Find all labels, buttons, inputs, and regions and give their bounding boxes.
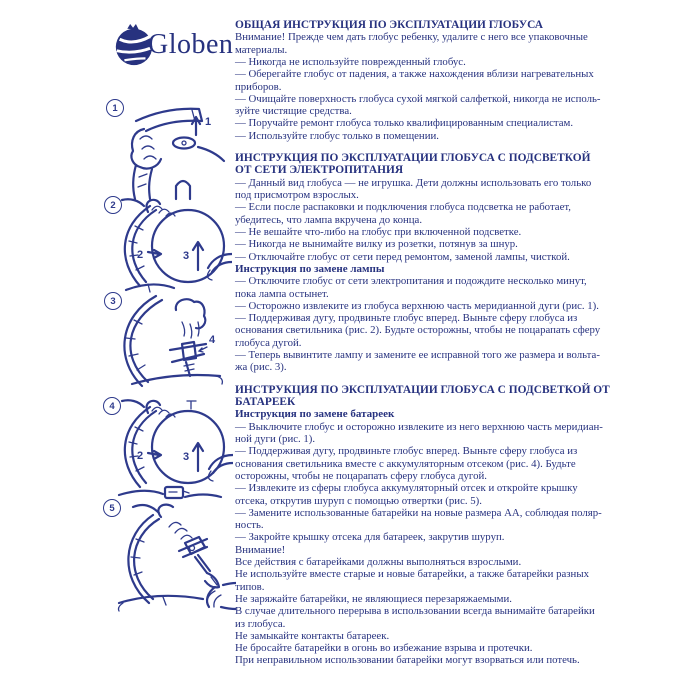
slide-globe-from-stand-illustration — [104, 196, 232, 298]
slide-globe-with-battery-pack-illustration — [103, 397, 233, 504]
text-line: ной дуги (рис. 1). — [235, 433, 316, 446]
text-line: Все действия с батарейками должны выполняться взрослыми. — [235, 556, 522, 569]
section-heading-line: ОТ СЕТИ ЭЛЕКТРОПИТАНИЯ — [235, 164, 404, 177]
text-line: — Замените использованные батарейки на новые размера АА, соблюдая поляр- — [235, 506, 602, 519]
svg-text:3: 3 — [183, 250, 190, 262]
text-line: глобуса дугой. — [235, 336, 302, 349]
section-heading-line: ИНСТРУКЦИЯ ПО ЭКСПЛУАТАЦИИ ГЛОБУСА С ПОДСВЕТКОЙ — [235, 152, 591, 165]
section-heading-line: БАТАРЕЕК — [235, 396, 296, 409]
text-line: — Не вешайте что-либо на глобус при включенной подсветке. — [235, 226, 522, 239]
svg-text:2: 2 — [137, 249, 144, 261]
figure-step-4 — [103, 397, 233, 504]
step-number-badge: 2 — [104, 196, 122, 214]
text-line: убедитесь, что лампа вкручена до конца. — [235, 213, 423, 226]
text-line: пока лампа остынет. — [235, 287, 329, 300]
text-line: Не используйте вместе старые и новые батарейки, а также батарейки разных — [235, 568, 589, 581]
text-line: типов. — [235, 580, 265, 593]
text-line: — Теперь вывинтите лампу и замените ее исправной того же размера и вольта- — [235, 349, 600, 362]
section-general-instructions — [235, 19, 631, 142]
text-line: — Осторожно извлеките из глобуса верхнюю часть меридианной дуги (рис. 1). — [235, 299, 599, 312]
step-number-badge: 3 — [104, 292, 122, 310]
lift-meridian-arc-top-illustration — [106, 99, 226, 201]
open-battery-compartment-illustration — [103, 499, 236, 618]
figure-step-1 — [106, 99, 226, 201]
text-line: осторожны, чтобы не поцарапать сферу глобуса дугой. — [235, 469, 487, 482]
figure-step-5 — [103, 499, 236, 618]
text-line: приборов. — [235, 80, 282, 93]
figure-step-2 — [104, 196, 232, 298]
text-line: — Используйте глобус только в помещении. — [235, 129, 439, 142]
text-line: — Очищайте поверхность глобуса сухой мягкой салфеткой, никогда не исполь- — [235, 92, 601, 105]
text-line: При неправильном использовании батарейки могут взорваться или потечь. — [235, 654, 580, 667]
text-line: материалы. — [235, 43, 288, 56]
section-heading-line: ИНСТРУКЦИЯ ПО ЭКСПЛУАТАЦИИ ГЛОБУСА С ПОДСВЕТКОЙ ОТ — [235, 383, 610, 396]
subheading-line: Инструкция по замене батареек — [235, 408, 395, 421]
unscrew-lamp-illustration — [104, 292, 232, 393]
text-line: — Выключите глобус и осторожно извлеките из него верхнюю часть меридиан- — [235, 420, 603, 433]
text-line: жа (рис. 3). — [235, 361, 287, 374]
text-line: Не заряжайте батарейки, не являющиеся перезаряжаемыми. — [235, 592, 512, 605]
text-line: — Данный вид глобуса — не игрушка. Дети должны использовать его только — [235, 176, 592, 189]
text-line: — Оберегайте глобус от падения, а также нахождения вблизи нагревательных — [235, 68, 594, 81]
text-line: Не бросайте батарейки в огонь во избежание взрыва и протечки. — [235, 642, 533, 655]
text-line: — Извлеките из сферы глобуса аккумуляторный отсек и откройте крышку — [235, 482, 578, 495]
brand-logo — [112, 22, 233, 68]
text-line: под присмотром взрослых. — [235, 189, 359, 202]
step-number-badge: 1 — [106, 99, 124, 117]
subheading-line: Инструкция по замене лампы — [235, 262, 385, 275]
instruction-text-column — [235, 19, 631, 667]
step-number-badge: 4 — [103, 397, 121, 415]
text-line: Не замыкайте контакты батареек. — [235, 629, 390, 642]
step-number-badge: 5 — [103, 499, 121, 517]
text-line: ность. — [235, 519, 264, 532]
text-line: — Отключайте глобус от сети перед ремонтом, заменой лампы, чисткой. — [235, 250, 570, 263]
svg-text:3: 3 — [183, 451, 190, 463]
text-line: — Поручайте ремонт глобуса только квалифицированным специалистам. — [235, 117, 574, 130]
text-line: Внимание! — [235, 543, 286, 556]
text-line: Внимание! Прежде чем дать глобус ребенку, удалите с него все упаковочные — [235, 31, 588, 44]
svg-text:2: 2 — [137, 450, 144, 462]
text-line: основания светильника вместе с аккумуляторным отсеком (рис. 4). Будьте — [235, 457, 576, 470]
section-mains-powered-instructions — [235, 152, 631, 374]
text-line: отсека, открутив шуруп с помощью отвертки (рис. 5). — [235, 494, 482, 507]
text-line: основания светильника (рис. 2). Будьте осторожны, чтобы не поцарапать сферу — [235, 324, 601, 337]
text-line: зуйте чистящие средства. — [235, 105, 352, 118]
svg-text:4: 4 — [209, 334, 216, 346]
text-line: — Отключите глобус от сети электропитания и подождите несколько минут, — [235, 275, 587, 288]
section-battery-powered-instructions — [235, 384, 631, 667]
text-line: — Закройте крышку отсека для батареек, закрутив шуруп. — [235, 531, 505, 544]
text-line: — Если после распаковки и подключения глобуса подсветка не работает, — [235, 201, 571, 214]
svg-text:1: 1 — [205, 116, 212, 128]
text-line: В случае длительного перерыва в использовании всегда вынимайте батарейки — [235, 605, 595, 618]
section-heading-line: ОБЩАЯ ИНСТРУКЦИЯ ПО ЭКСПЛУАТАЦИИ ГЛОБУСА — [235, 19, 544, 31]
text-line: — Поддерживая дугу, продвиньте глобус вперед. Выньте сферу глобуса из — [235, 445, 578, 458]
text-line: — Никогда не используйте поврежденный глобус. — [235, 56, 466, 68]
brand-name: Globen — [148, 29, 234, 60]
text-line: — Поддерживая дугу, продвиньте глобус вперед. Выньте сферу глобуса из — [235, 312, 578, 325]
text-line: из глобуса. — [235, 617, 286, 630]
text-line: — Никогда не вынимайте вилку из розетки, потянув за шнур. — [235, 238, 518, 251]
figure-step-3 — [104, 292, 232, 393]
